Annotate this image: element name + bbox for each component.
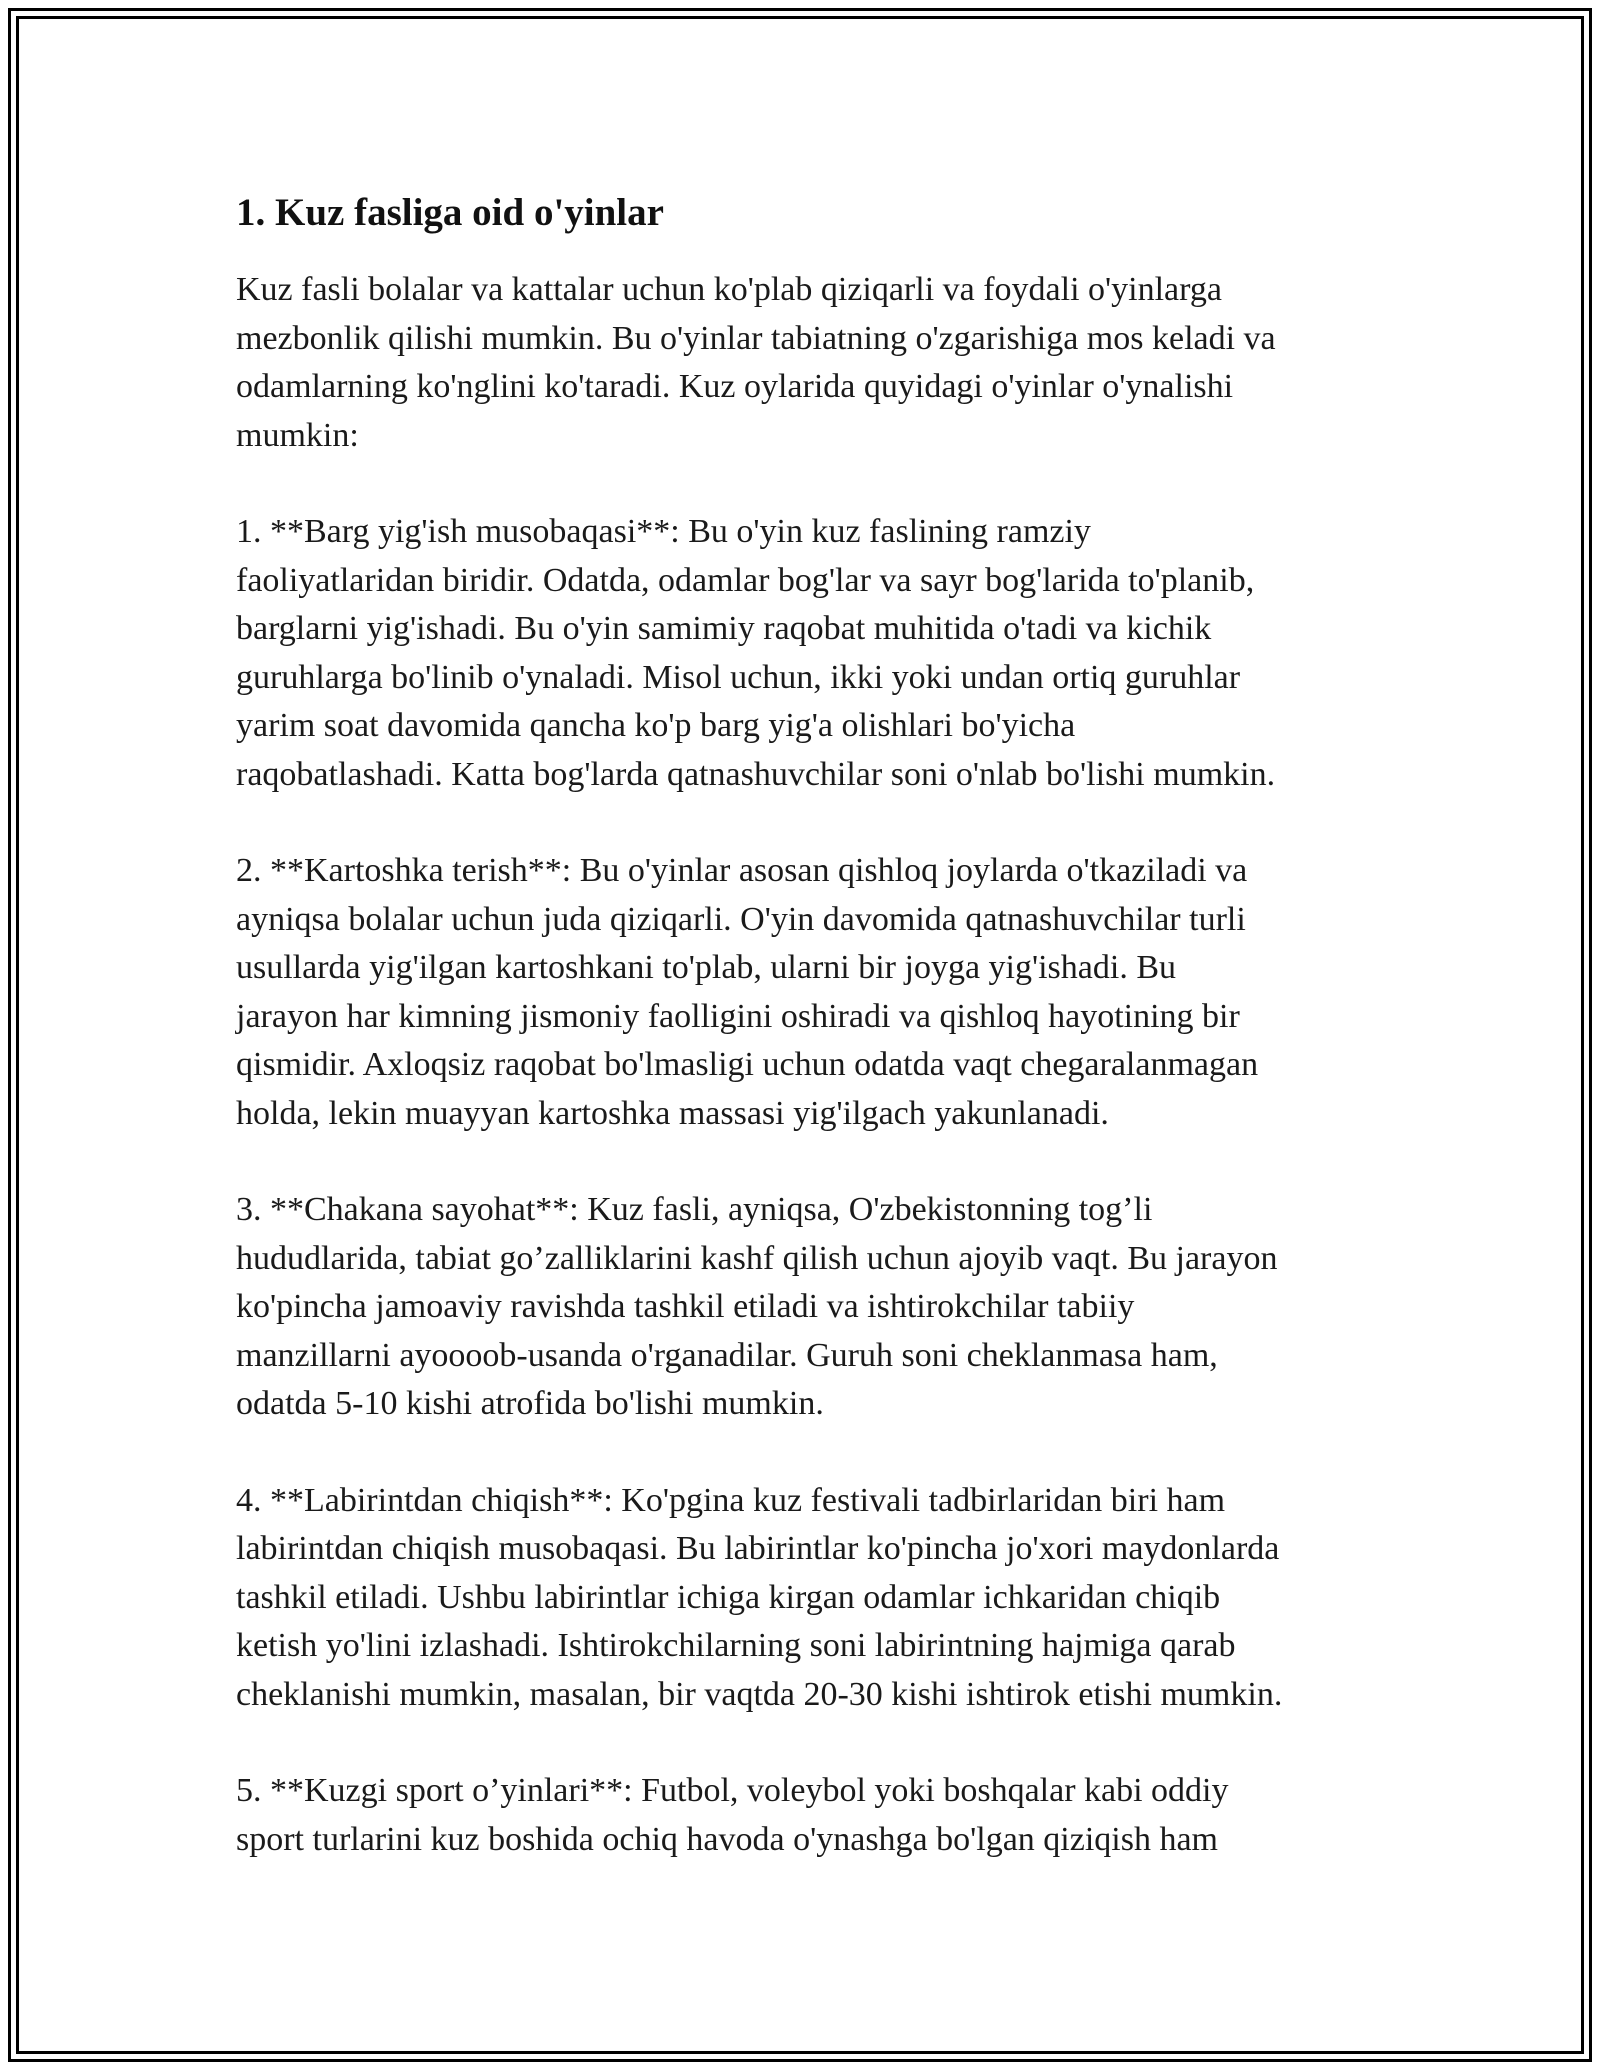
- game-item-chakana-sayohat: 3. **Chakana sayohat**: Kuz fasli, ayniqsa, O'zbekistonning tog’li hududlarida, tabiat go’zalliklarini kashf qilish uchun ajoyib vaqt. Bu jarayon ko'pincha jamoaviy ravishda tashkil etiladi va ishtirokchilar tabiiy manzillarni ayoooob-usanda o'rganadilar. Guruh soni cheklanmasa ham, odatda 5-10 kishi atrofida bo'lishi mumkin.: [236, 1191, 1278, 1422]
- game-item-kuzgi-sport: 5. **Kuzgi sport o’yinlari**: Futbol, voleybol yoki boshqalar kabi oddiy sport turlarini kuz boshida ochiq havoda o'ynashga bo'lgan qiziqish ham: [236, 1772, 1229, 1858]
- document-title: 1. Kuz fasliga oid o'yinlar: [236, 191, 664, 234]
- game-item-kartoshka-terish: 2. **Kartoshka terish**: Bu o'yinlar asosan qishloq joylarda o'tkaziladi va ayniqsa bolalar uchun juda qiziqarli. O'yin davomida qatnashuvchilar turli usullarda yig'ilgan kartoshkani to'plab, ularni bir joyga yig'ishadi. Bu jarayon har kimning jismoniy faolligini oshiradi va qishloq hayotining bir qismidir. Axloqsiz raqobat bo'lmasligi uchun odatda vaqt chegaralanmagan holda, lekin muayyan kartoshka massasi yig'ilgach yakunlanadi.: [236, 852, 1259, 1132]
- intro-paragraph: Kuz fasli bolalar va kattalar uchun ko'plab qiziqarli va foydali o'yinlarga mezbonlik qilishi mumkin. Bu o'yinlar tabiatning o'zgarishiga mos keladi va odamlarning ko'nglini ko'taradi. Kuz oylarida quyidagi o'yinlar o'ynalishi mumkin:: [236, 271, 1276, 454]
- game-item-barg-yigish: 1. **Barg yig'ish musobaqasi**: Bu o'yin kuz faslining ramziy faoliyatlaridan biridir. Odatda, odamlar bog'lar va sayr bog'larida to'planib, barglarni yig'ishadi. Bu o'yin samimiy raqobat muhitida o'tadi va kichik guruhlarga bo'linib o'ynaladi. Misol uchun, ikki yoki undan ortiq guruhlar yarim soat davomida qancha ko'p barg yig'a olishlari bo'yicha raqobatlashadi. Katta bog'larda qatnashuvchilar soni o'nlab bo'lishi mumkin.: [236, 513, 1276, 793]
- document-body: [236, 188, 1376, 1912]
- game-item-labirintdan-chiqish: 4. **Labirintdan chiqish**: Ko'pgina kuz festivali tadbirlaridan biri ham labirintdan chiqish musobaqasi. Bu labirintlar ko'pincha jo'xori maydonlarda tashkil etiladi. Ushbu labirintlar ichiga kirgan odamlar ichkaridan chiqib ketish yo'lini izlashadi. Ishtirokchilarning soni labirintning hajmiga qarab cheklanishi mumkin, masalan, bir vaqtda 20-30 kishi ishtirok etishi mumkin.: [236, 1481, 1283, 1713]
